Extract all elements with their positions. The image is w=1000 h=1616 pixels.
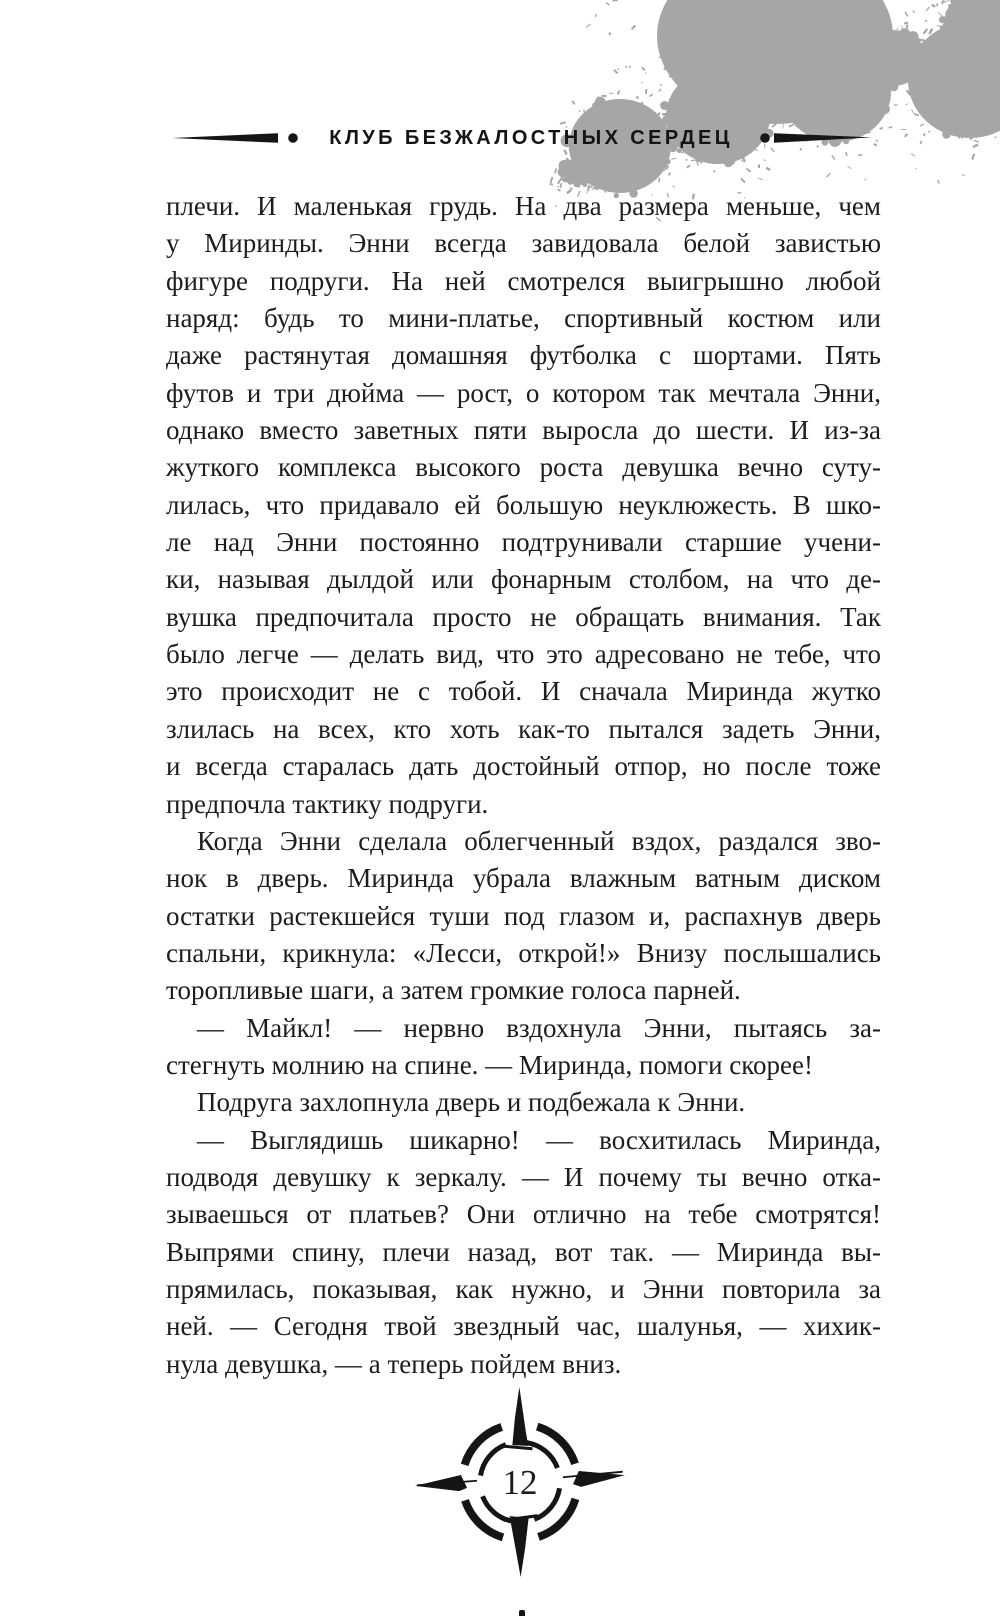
header-right-flourish-icon [760, 131, 872, 145]
text-line: наряд: будь то мини-платье, спортивный костюм или [166, 303, 881, 334]
text-line: нула девушка, — а теперь пойдем вниз. [166, 1348, 622, 1379]
text-line: стегнуть молнию на спине. — Миринда, помоги скорее! [166, 1049, 813, 1080]
header-left-flourish-icon [172, 131, 302, 145]
text-line: это происходит не с тобой. И сначала Миринда жутко [166, 676, 881, 707]
running-header-title: КЛУБ БЕЗЖАЛОСТНЫХ СЕРДЕЦ [329, 126, 733, 149]
text-line: ле над Энни постоянно подтрунивали старшие учени- [166, 527, 881, 558]
text-line: — Выглядишь шикарно! — восхитилась Миринда, [197, 1124, 881, 1155]
text-line: подводя девушку к зеркалу. — И почему ты вечно отка- [166, 1161, 881, 1192]
text-line: и всегда старалась дать достойный отпор, но после тоже [166, 751, 881, 782]
text-line: было легче — делать вид, что это адресовано не тебе, что [166, 639, 881, 670]
text-line: фигуре подруги. На ней смотрелся выигрышно любой [166, 265, 881, 296]
paragraph [166, 188, 881, 823]
text-line: жуткого комплекса высокого роста девушка вечно суту- [166, 452, 881, 483]
text-line: прямилась, показывая, как нужно, и Энни повторила за [166, 1273, 881, 1304]
text-line: торопливые шаги, а затем громкие голоса парней. [166, 975, 741, 1006]
running-header [22, 121, 1000, 155]
paragraph [166, 1084, 881, 1121]
text-line: ки, называя дылдой или фонарным столбом, на что де- [166, 564, 881, 595]
text-line: нок в дверь. Миринда убрала влажным ватным диском [166, 863, 881, 894]
text-line: Подруга захлопнула дверь и подбежала к Энни. [197, 1087, 746, 1118]
paragraph [166, 1122, 881, 1383]
text-line: Выпрями спину, плечи назад, вот так. — Миринда вы- [166, 1236, 881, 1267]
text-line: остатки растекшейся туши под глазом и, распахнув дверь [166, 900, 881, 931]
page-number: 12 [502, 1463, 538, 1502]
paragraph [166, 1010, 881, 1085]
text-line: ней. — Сегодня твой звездный час, шалунья, — хихик- [166, 1311, 881, 1342]
text-line: плечи. И маленькая грудь. На два размера меньше, чем [166, 191, 881, 221]
text-line: даже растянутая домашняя футболка с шортами. Пять [166, 340, 881, 371]
text-line: лилась, что придавало ей большую неуклюжесть. В шко- [166, 489, 881, 520]
text-line: вушка предпочитала просто не обращать внимания. Так [166, 601, 881, 632]
text-line: у Миринды. Энни всегда завидовала белой завистью [166, 228, 881, 259]
compass-crosshair-icon [415, 1386, 625, 1578]
text-line: злилась на всех, кто хоть как-то пытался задеть Энни, [166, 713, 881, 744]
page-number-ornament [415, 1386, 625, 1578]
paragraph [166, 823, 881, 1010]
text-line: — Майкл! — нервно вздохнула Энни, пытаясь за- [197, 1012, 881, 1043]
next-ornament-tip-mark [519, 1610, 525, 1616]
text-line: предпочла тактику подруги. [166, 788, 489, 819]
text-line: зываешься от платьев? Они отлично на тебе смотрятся! [166, 1199, 881, 1230]
text-line: спальни, крикнула: «Лесси, открой!» Внизу послышались [166, 937, 881, 968]
text-line: Когда Энни сделала облегченный вздох, раздался зво- [197, 825, 881, 856]
text-line: однако вместо заветных пяти выросла до шести. И из-за [166, 415, 881, 446]
body-text [166, 188, 881, 1383]
text-line: футов и три дюйма — рост, о котором так мечтала Энни, [166, 377, 881, 408]
